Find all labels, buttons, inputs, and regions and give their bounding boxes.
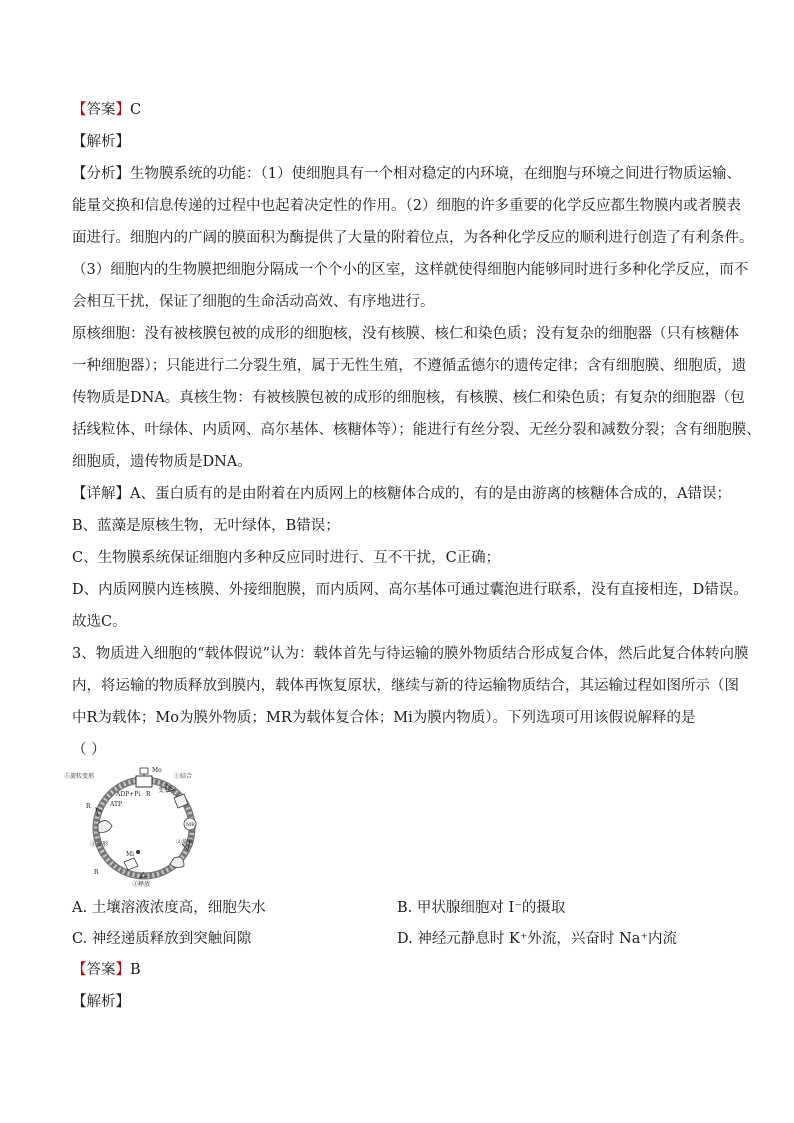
prokaryote-line-5: 细胞质，遗传物质是DNA。 <box>72 454 252 470</box>
detail-line-3: C、生物膜系统保证细胞内多种反应同时进行、互不干扰，C正确； <box>72 550 501 566</box>
analysis-line-2: 能量交换和信息传递的过程中也起着决定性的作用。（2）细胞的许多重要的化学反应都生物膜内或者膜表 <box>72 198 741 214</box>
detail-line-5: 故选C。 <box>72 614 127 630</box>
label-mo: Mo <box>152 767 162 774</box>
detail-text: A、蛋白质有的是由附着在内质网上的核糖体合成的，有的是由游离的核糖体合成的，A错误； <box>130 486 731 502</box>
mo-molecule-shape <box>140 768 148 774</box>
carrier-top-shape <box>136 776 152 787</box>
label-step4: ④变形 <box>90 841 109 848</box>
answer-line-1 <box>72 100 141 120</box>
analysis-tag: 【分析】 <box>72 166 130 182</box>
analysis-heading-2: 【解析】 <box>72 994 130 1010</box>
analysis-line-5: 会相互干扰，保证了细胞的生命活动高效、有序地进行。 <box>72 294 435 310</box>
answer-label: 答案 <box>86 962 116 978</box>
mi-molecule-shape <box>136 850 140 854</box>
prokaryote-line-4: 括线粒体、叶绿体、内质网、高尔基体、核糖体等）；能进行有丝分裂、无丝分裂和减数分裂；含有细胞膜、 <box>72 422 761 438</box>
label-deform-top: 变形 <box>158 787 171 794</box>
question3-line-3: 中R为载体；Mo为膜外物质；MR为载体复合体；Mi为膜内物质）。下列选项可用该假说解释的是 <box>72 710 696 726</box>
label-step3: ③释放 <box>132 881 151 888</box>
option-b: B. 甲状腺细胞对 I⁻的摄取 <box>397 900 566 916</box>
answer-value: C <box>130 102 142 118</box>
answer-label: 答案 <box>86 102 116 118</box>
bracket-right: 】 <box>115 962 130 978</box>
answer-value: B <box>130 962 141 978</box>
question3-line-1: 3、物质进入细胞的“载体假说”认为：载体首先与待运输的膜外物质结合形成复合体，然后此复合体转向膜 <box>72 646 749 662</box>
carrier-shape-bottom-right <box>170 857 184 868</box>
analysis-line-1 <box>72 164 741 184</box>
carrier-shape-left <box>98 820 112 832</box>
detail-line-2: B、蓝藻是原核生物，无叶绿体，B错误； <box>72 518 340 534</box>
bracket-left: 【 <box>72 962 87 978</box>
label-r-bottom: R <box>94 869 99 876</box>
prokaryote-line-3: 传物质是DNA。真核生物：有被核膜包被的成形的细胞核，有核膜、核仁和染色质；有复杂的细胞器（包 <box>72 390 745 406</box>
prokaryote-line-2: 一种细胞器）；只能进行二分裂生殖，属于无性生殖，不遵循孟德尔的遗传定律；含有细胞膜、细胞质，遗 <box>72 358 747 374</box>
question3-blank: （ ） <box>72 742 106 758</box>
carrier-shape-bottom <box>124 858 138 870</box>
answer-line-2 <box>72 960 141 980</box>
label-step1: ①结合 <box>174 773 193 780</box>
analysis-line-3: 面进行。细胞内的广阔的膜面积为酶提供了大量的附着位点，为各种化学反应的顺利进行创造了有利条件。 <box>72 230 754 246</box>
label-r-top: R <box>146 791 151 798</box>
bracket-right: 】 <box>115 102 130 118</box>
label-mr: MR <box>186 822 195 828</box>
question3-line-2: 内，将运输的物质释放到膜内，载体再恢复原状，继续与新的待运输物质结合，其运输过程如图所示（图 <box>72 678 739 694</box>
option-a: A. 土壤溶液浓度高，细胞失水 <box>72 900 266 916</box>
carrier-cycle-diagram <box>62 762 222 890</box>
option-c: C. 神经递质释放到突触间隙 <box>72 931 252 947</box>
label-adp: ADP+Pi <box>116 791 141 798</box>
analysis-line-4: （3）细胞内的生物膜把细胞分隔成一个个小的区室，这样就使得细胞内能够同时进行多种化学反应，而不 <box>72 262 749 278</box>
detail-line-1 <box>72 484 731 504</box>
label-step5: ⑤旋转变形 <box>64 773 95 780</box>
label-r-left: R <box>86 803 91 810</box>
detail-tag: 【详解】 <box>72 486 130 502</box>
detail-line-4: D、内质网膜内连核膜、外接细胞膜，而内质网、高尔基体可通过囊泡进行联系，没有直接相连，D错误。 <box>72 582 748 598</box>
label-step2: ②旋转 <box>176 839 195 846</box>
analysis-heading-1: 【解析】 <box>72 134 130 150</box>
prokaryote-line-1: 原核细胞：没有被核膜包被的成形的细胞核，没有核膜、核仁和染色质；没有复杂的细胞器（只有核糖体 <box>72 326 739 342</box>
label-mi: Mi <box>126 851 135 858</box>
bracket-left: 【 <box>72 102 87 118</box>
label-atp: ATP <box>110 801 123 808</box>
option-d: D. 神经元静息时 K⁺外流，兴奋时 Na⁺内流 <box>397 931 678 947</box>
analysis-text: 生物膜系统的功能：（1）使细胞具有一个相对稳定的内环境，在细胞与环境之间进行物质运输、 <box>130 166 741 182</box>
